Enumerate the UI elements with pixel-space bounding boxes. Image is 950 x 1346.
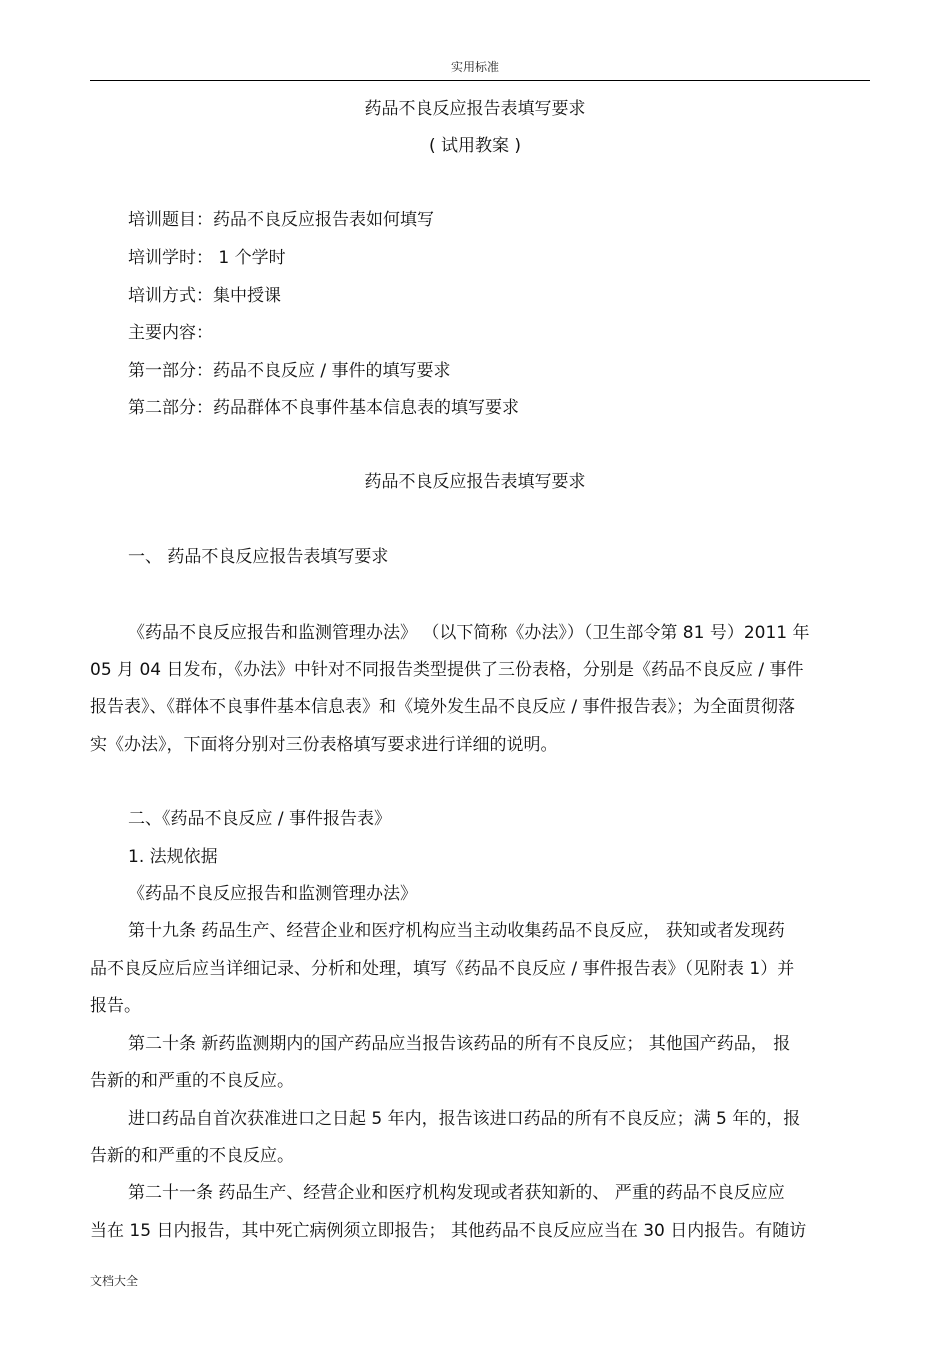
para1-line-3: 报告表》、《群体不良事件基本信息表》和《境外发生品不良反应 / 事件报告表》；为全面贯彻落 — [90, 697, 796, 717]
art20-line-1: 第二十条 新药监测期内的国产药品应当报告该药品的所有不良反应； 其他国产药品， 报 — [128, 1034, 791, 1054]
art19-line-3: 报告。 — [90, 996, 141, 1016]
info-method: 培训方式：集中授课 — [128, 286, 281, 306]
art19-line-2: 品不良反应后应当详细记录、分析和处理，填写《药品不良反应 / 事件报告表》（见附表 1）并 — [90, 959, 795, 979]
info-topic: 培训题目：药品不良反应报告表如何填写 — [128, 210, 434, 230]
para1-line-2: 05 月 04 日发布，《办法》中针对不同报告类型提供了三份表格，分别是《药品不良反应 / 事件 — [90, 660, 804, 680]
art20b-line-1: 进口药品自首次获准进口之日起 5 年内，报告该进口药品的所有不良反应；满 5 年的，报 — [128, 1109, 801, 1129]
heading-two: 二、《药品不良反应 / 事件报告表》 — [128, 809, 392, 829]
doc-title: 药品不良反应报告表填写要求 — [364, 99, 586, 119]
art21-line-1: 第二十一条 药品生产、经营企业和医疗机构发现或者获知新的、 严重的药品不良反应应 — [128, 1183, 785, 1203]
info-hours: 培训学时： 1 个学时 — [128, 248, 286, 268]
art20-line-2: 告新的和严重的不良反应。 — [90, 1071, 294, 1091]
para1-line-4: 实《办法》，下面将分别对三份表格填写要求进行详细的说明。 — [90, 735, 558, 755]
art20b-line-2: 告新的和严重的不良反应。 — [90, 1146, 294, 1166]
info-part-one: 第一部分：药品不良反应 / 事件的填写要求 — [128, 361, 451, 381]
page-footer: 文档大全 — [90, 1274, 139, 1288]
doc-subtitle: ( 试用教案 ) — [428, 136, 522, 156]
page-header: 实用标准 — [450, 60, 499, 74]
art19-line-1: 第十九条 药品生产、经营企业和医疗机构应当主动收集药品不良反应， 获知或者发现药 — [128, 921, 785, 941]
subheading-legal-basis: 1. 法规依据 — [128, 847, 218, 867]
header-rule — [90, 80, 870, 81]
law-name: 《药品不良反应报告和监测管理办法》 — [128, 884, 417, 904]
info-part-two: 第二部分：药品群体不良事件基本信息表的填写要求 — [128, 398, 519, 418]
section-title: 药品不良反应报告表填写要求 — [364, 472, 586, 492]
art21-line-2: 当在 15 日内报告，其中死亡病例须立即报告； 其他药品不良反应应当在 30 日内报告。有随访 — [90, 1221, 807, 1241]
heading-one: 一、 药品不良反应报告表填写要求 — [128, 547, 389, 567]
info-content: 主要内容： — [128, 323, 213, 343]
para1-line-1: 《药品不良反应报告和监测管理办法》 （以下简称《办法》）（卫生部令第 81 号）2011 年 — [128, 623, 810, 643]
